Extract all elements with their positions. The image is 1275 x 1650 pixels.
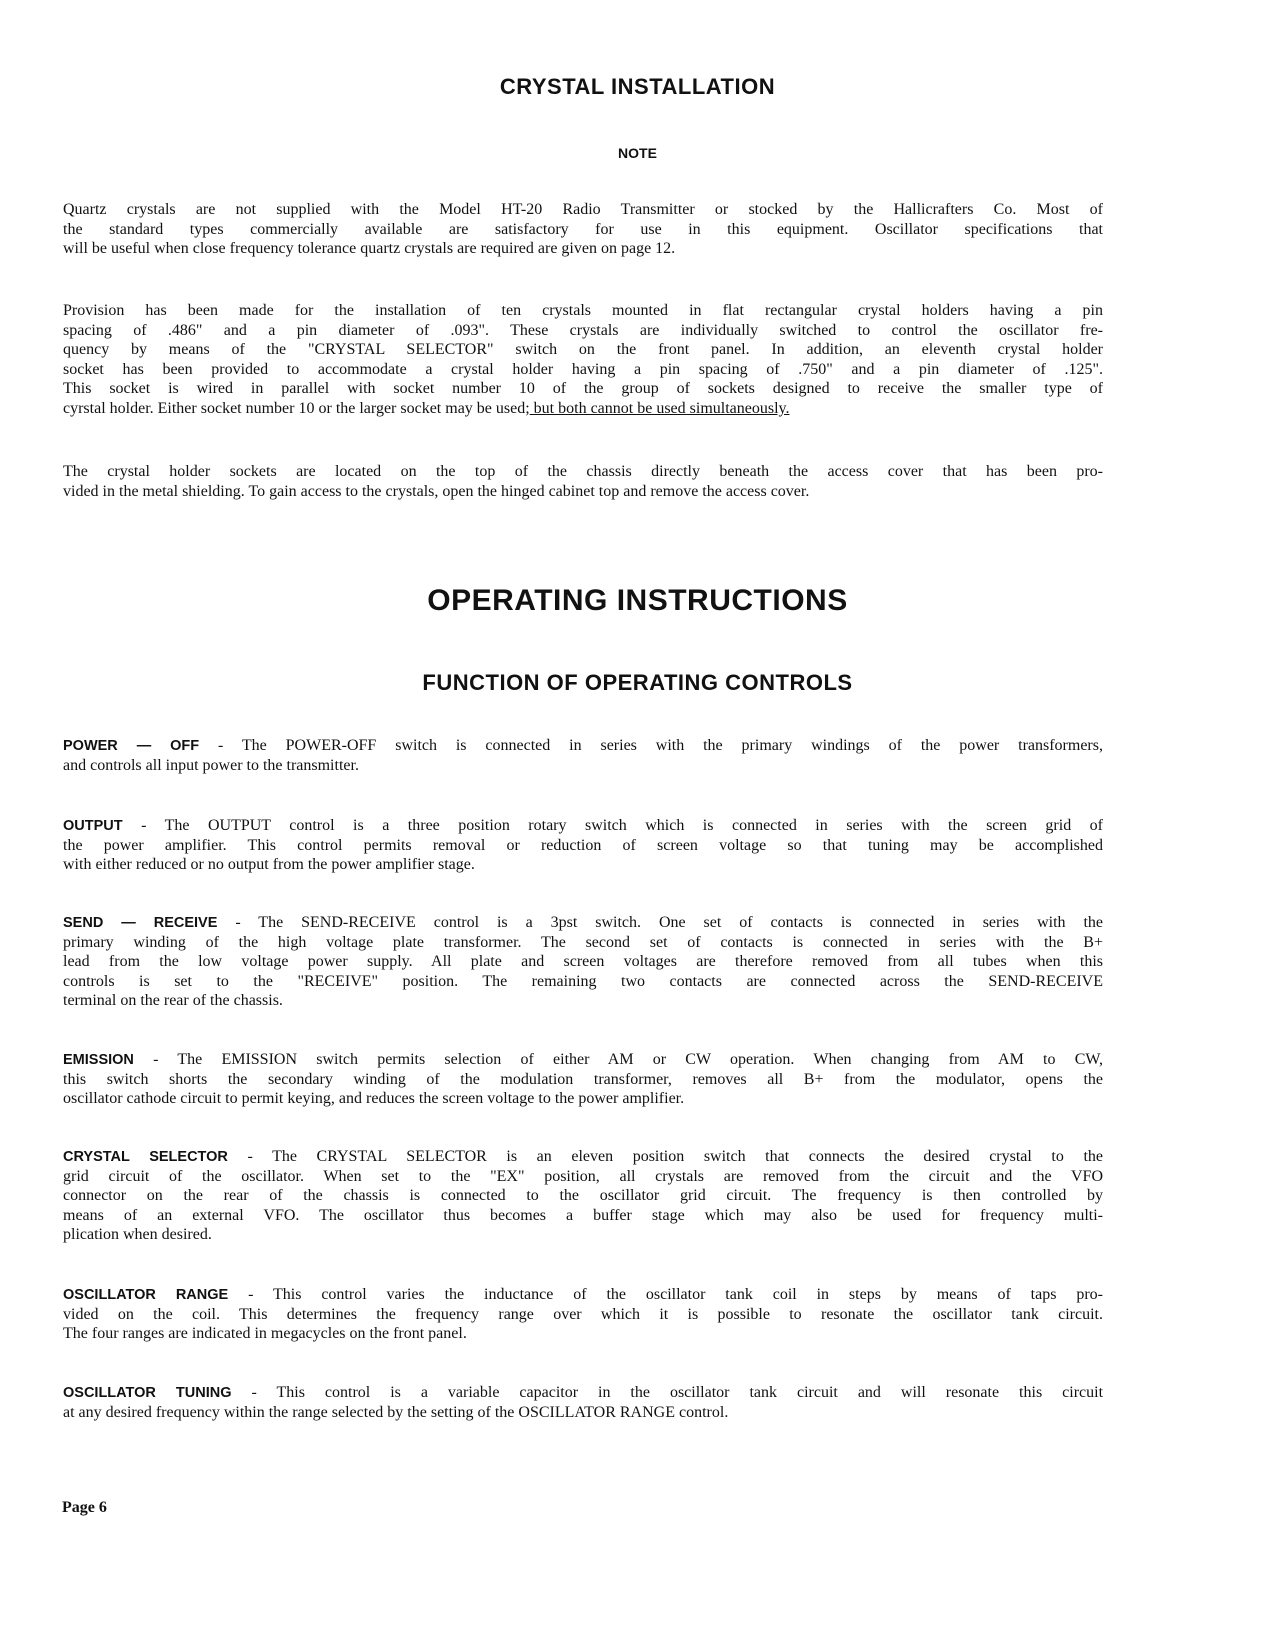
- line-text: connector on the rear of the chassis is connected to the oscillator grid circuit. The frequency is then controlled by: [63, 1187, 1103, 1205]
- line-text: The crystal holder sockets are located on the top of the chassis directly beneath the access cover that has been pro-: [63, 463, 1103, 480]
- line-text: quency by means of the "CRYSTAL SELECTOR" switch on the front panel. In addition, an eleventh crystal holder: [63, 341, 1103, 359]
- line-text: means of an external VFO. The oscillator thus becomes a buffer stage which may also be used for frequency multi-: [63, 1206, 1103, 1224]
- text-line: [63, 855, 1103, 875]
- control-label: EMISSION: [63, 1052, 134, 1068]
- text-line: [63, 399, 1103, 419]
- control-description: [63, 1050, 1103, 1109]
- text-line: [63, 913, 1103, 933]
- control-description: [63, 1383, 1103, 1422]
- text-line: [63, 379, 1103, 399]
- control-description: [63, 736, 1103, 775]
- line-text: - The SEND-RECEIVE control is a 3pst switch. One set of contacts is connected in series with the: [217, 914, 1104, 931]
- operating-instructions-heading: OPERATING INSTRUCTIONS: [427, 584, 848, 617]
- line-text: terminal on the rear of the chassis.: [63, 992, 283, 1010]
- text-line: [63, 756, 1103, 776]
- control-label: OSCILLATOR RANGE: [63, 1287, 229, 1303]
- control-description: [63, 913, 1103, 1011]
- line-text: - This control is a variable capacitor in the oscillator tank circuit and will resonate this circuit: [231, 1384, 1104, 1401]
- text-line: [63, 301, 1103, 321]
- control-label: SEND — RECEIVE: [63, 915, 218, 931]
- line-text: spacing of .486" and a pin diameter of .093". These crystals are individually switched to control the oscillator fre-: [63, 321, 1103, 339]
- line-text: the power amplifier. This control permits removal or reduction of screen voltage so that tuning may be accomplished: [63, 836, 1103, 854]
- line-text: the standard types commercially available are satisfactory for use in this equipment. Oscillator specifications that: [63, 220, 1103, 238]
- line-text: vided on the coil. This determines the frequency range over which it is possible to resonate the oscillator tank circuit.: [63, 1305, 1103, 1323]
- text-line: [63, 1225, 1103, 1245]
- text-line: [63, 321, 1103, 341]
- note-label: NOTE: [618, 145, 657, 161]
- control-label: CRYSTAL SELECTOR: [63, 1149, 228, 1165]
- line-text: primary winding of the high voltage plate transformer. The second set of contacts is connected in series with the B+: [63, 933, 1103, 951]
- line-text: this switch shorts the secondary winding of the modulation transformer, removes all B+ from the modulator, opens the: [63, 1070, 1103, 1088]
- control-description: [63, 816, 1103, 875]
- text-line: [63, 1050, 1103, 1070]
- text-line: [63, 1186, 1103, 1206]
- text-line: [63, 952, 1103, 972]
- line-text: The four ranges are indicated in megacycles on the front panel.: [63, 1325, 467, 1343]
- text-line: [63, 482, 1103, 502]
- text-line: [63, 1167, 1103, 1187]
- control-description: [63, 1285, 1103, 1344]
- text-line: [63, 836, 1103, 856]
- text-line: [63, 1089, 1103, 1109]
- text-line: [63, 1324, 1103, 1344]
- line-text: at any desired frequency within the range selected by the setting of the OSCILLATOR RANGE control.: [63, 1403, 729, 1421]
- text-line: [63, 933, 1103, 953]
- text-line: [63, 1285, 1103, 1305]
- paragraph: [63, 301, 1103, 419]
- line-text: This socket is wired in parallel with socket number 10 of the group of sockets designed to receive the smaller type of: [63, 380, 1103, 398]
- text-line: [63, 991, 1103, 1011]
- line-text: Quartz crystals are not supplied with the Model HT-20 Radio Transmitter or stocked by the Hallicrafters Co. Most of: [63, 201, 1103, 218]
- text-line: [63, 1070, 1103, 1090]
- control-description: [63, 1147, 1103, 1245]
- text-line: [63, 816, 1103, 836]
- line-text: - The POWER-OFF switch is connected in series with the primary windings of the power transformers,: [199, 737, 1103, 754]
- text-line: [63, 1206, 1103, 1226]
- line-text: lead from the low voltage power supply. All plate and screen voltages are therefore removed from all tubes when this: [63, 953, 1103, 971]
- line-text: oscillator cathode circuit to permit keying, and reduces the screen voltage to the power amplifier.: [63, 1090, 685, 1108]
- text-line: [63, 736, 1103, 756]
- paragraph: [63, 200, 1103, 259]
- paragraph: [63, 462, 1103, 501]
- operating-controls-subheading: FUNCTION OF OPERATING CONTROLS: [422, 670, 853, 695]
- text-line: [63, 200, 1103, 220]
- line-text: with either reduced or no output from the power amplifier stage.: [63, 856, 475, 874]
- text-line: [63, 1147, 1103, 1167]
- text-line: [63, 972, 1103, 992]
- control-label: POWER — OFF: [63, 738, 200, 754]
- line-text: - This control varies the inductance of the oscillator tank coil in steps by means of taps pro-: [228, 1286, 1103, 1303]
- underlined-warning: but both cannot be used simultaneously.: [529, 399, 790, 417]
- line-text: grid circuit of the oscillator. When set to the "EX" position, all crystals are removed from the circuit and the VFO: [63, 1167, 1103, 1185]
- text-line: [63, 220, 1103, 240]
- page-number: Page 6: [62, 1499, 107, 1516]
- line-text: vided in the metal shielding. To gain access to the crystals, open the hinged cabinet top and remove the access cover.: [63, 482, 810, 500]
- text-line: [63, 239, 1103, 259]
- control-label: OSCILLATOR TUNING: [63, 1385, 232, 1401]
- line-text: Provision has been made for the installation of ten crystals mounted in flat rectangular crystal holders having a pin: [63, 302, 1103, 319]
- line-text: will be useful when close frequency tolerance quartz crystals are required are given on page 12.: [63, 240, 676, 258]
- line-text: - The OUTPUT control is a three position rotary switch which is connected in series with the screen grid of: [122, 817, 1103, 834]
- text-line: [63, 1305, 1103, 1325]
- text-line: [63, 462, 1103, 482]
- line-text: and controls all input power to the transmitter.: [63, 756, 359, 774]
- text-line: [63, 1403, 1103, 1423]
- control-label: OUTPUT: [63, 818, 123, 834]
- crystal-installation-heading: CRYSTAL INSTALLATION: [499, 74, 776, 99]
- text-line: [63, 340, 1103, 360]
- line-text: - The CRYSTAL SELECTOR is an eleven position switch that connects the desired crystal to the: [227, 1148, 1104, 1165]
- line-text: controls is set to the "RECEIVE" position. The remaining two contacts are connected across the SEND-RECEIVE: [63, 972, 1103, 990]
- text-line: [63, 360, 1103, 380]
- line-text: plication when desired.: [63, 1226, 212, 1244]
- line-text: socket has been provided to accommodate a crystal holder having a pin spacing of .750" and a pin diameter of .125".: [63, 360, 1103, 378]
- line-text: - The EMISSION switch permits selection of either AM or CW operation. When changing from AM to CW,: [133, 1051, 1103, 1068]
- text-line: [63, 1383, 1103, 1403]
- line-text: cyrstal holder. Either socket number 10 or the larger socket may be used;: [63, 399, 530, 417]
